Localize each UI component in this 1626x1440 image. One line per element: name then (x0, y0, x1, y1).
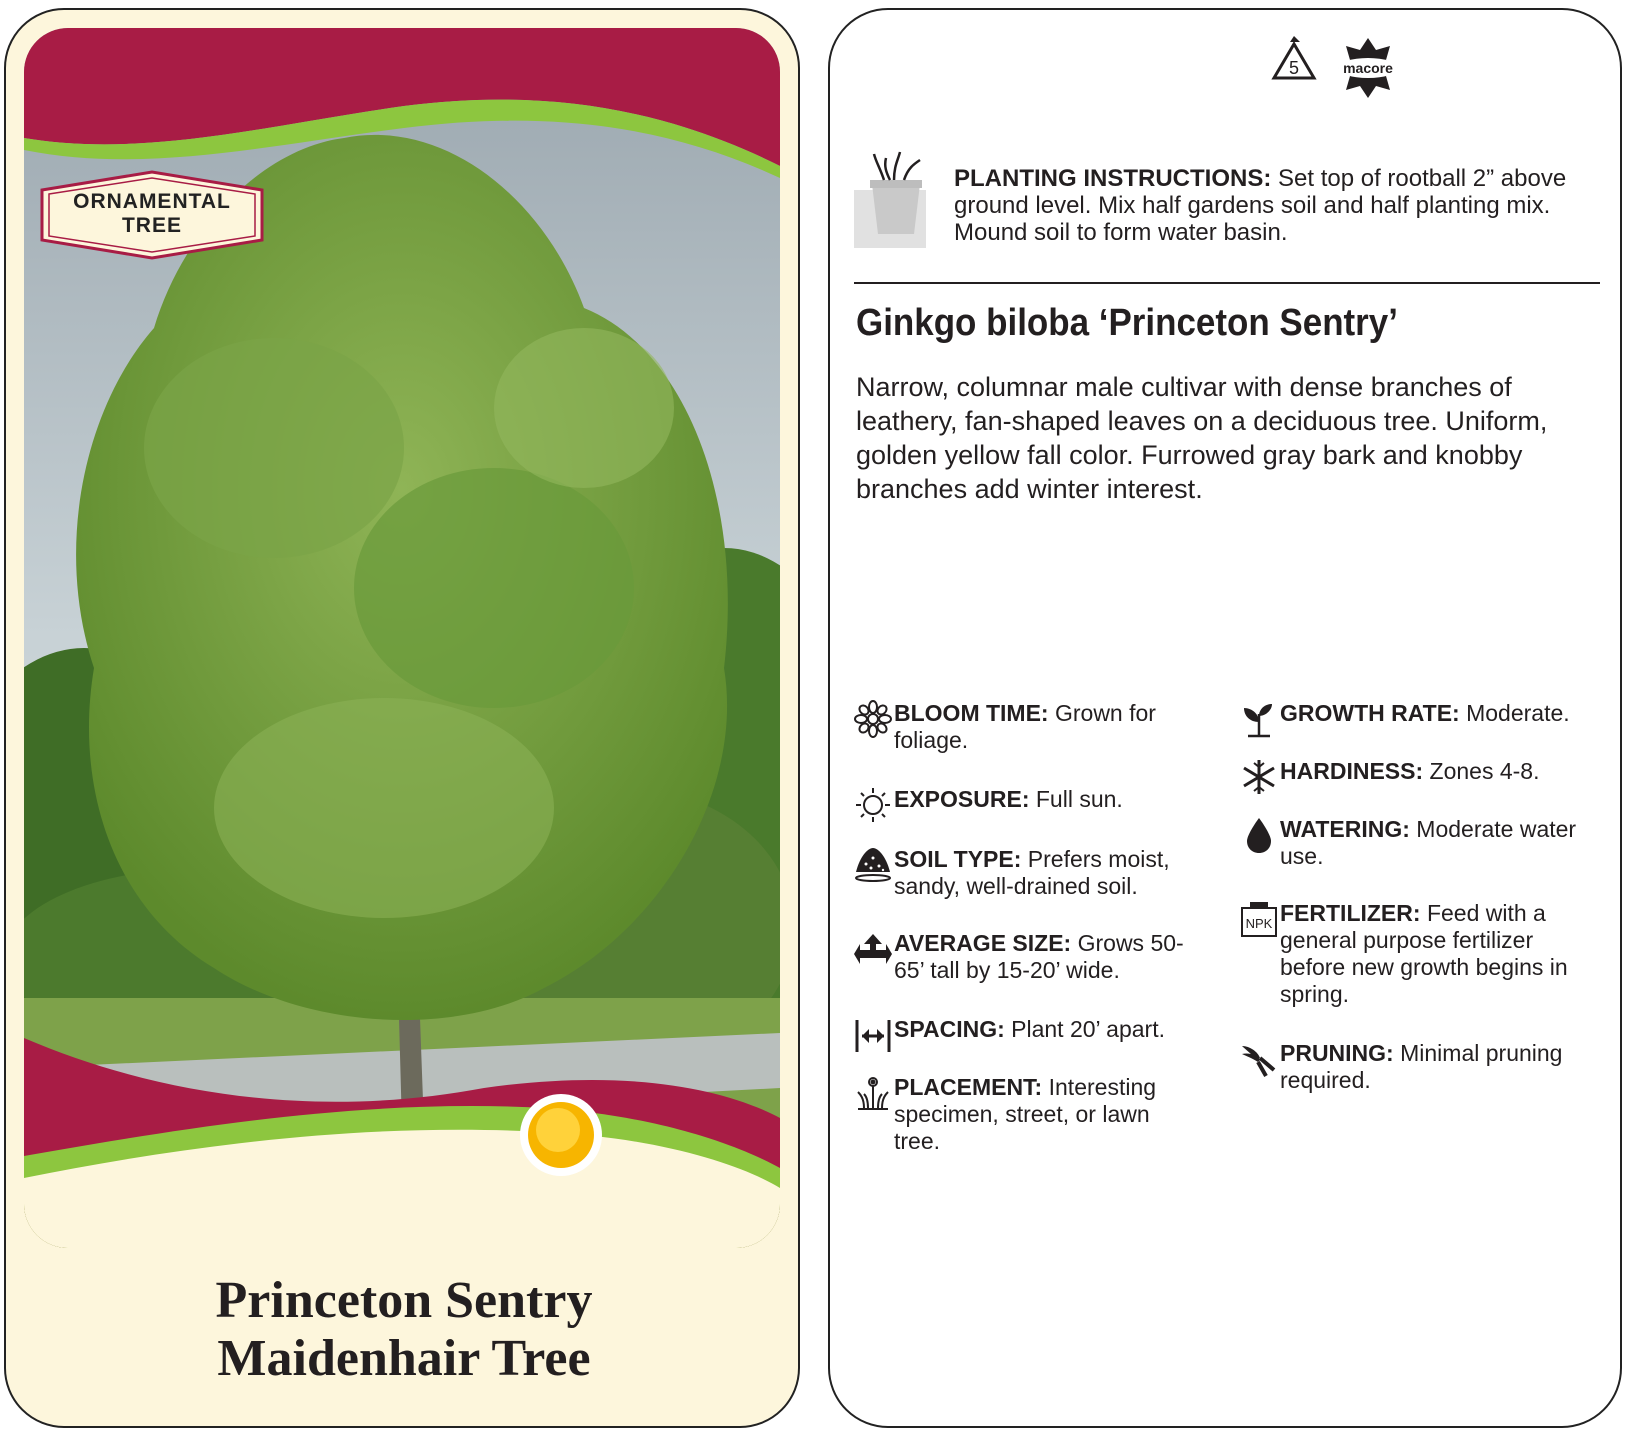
attr-label: EXPOSURE: (894, 786, 1030, 812)
water-drop-icon (1240, 816, 1278, 854)
planting-text: Set top of rootball 2” above ground level. Mix half gardens soil and half planting mix. Mound soil to form water basin. (954, 165, 1567, 246)
badge-line-1: ORNAMENTAL (73, 190, 231, 213)
attr-value: Minimal pruning required. (1280, 1040, 1563, 1093)
planting-pot-icon (854, 150, 926, 250)
common-name-line-2: Maidenhair Tree (217, 1330, 591, 1387)
planting-instructions (954, 165, 1594, 246)
recycle-number: 5 (1288, 58, 1300, 78)
attr-value: Prefers moist, sandy, well-drained soil. (894, 846, 1170, 899)
npk-icon (1240, 900, 1278, 938)
common-name (6, 1272, 800, 1388)
attr-label: GROWTH RATE: (1280, 700, 1460, 726)
attr-value: Grows 50-65’ tall by 15-20’ wide. (894, 930, 1184, 983)
sprout-icon (1240, 700, 1278, 738)
sun-icon (854, 786, 892, 824)
macore-logo-icon (1338, 38, 1398, 98)
flower-icon (854, 700, 892, 738)
plant-description: Narrow, columnar male cultivar with dense branches of leathery, fan-shaped leaves on a deciduous tree. Uniform, golden yellow fall color. Furrowed gray bark and knobby branches add winter interest. (856, 372, 1548, 504)
macore-brand: macore (1343, 60, 1393, 76)
attr-value: Moderate water use. (1280, 816, 1577, 869)
attr-value: Interesting specimen, street, or lawn tree. (894, 1074, 1157, 1154)
full-sun-icon (518, 1092, 604, 1178)
planting-label: PLANTING INSTRUCTIONS: (954, 165, 1272, 192)
front-card (4, 8, 800, 1428)
soil-icon (854, 846, 892, 884)
attr-value: Plant 20’ apart. (1011, 1016, 1165, 1042)
size-icon (854, 930, 892, 968)
attr-value: Moderate. (1466, 700, 1570, 726)
snowflake-icon (1240, 758, 1278, 796)
attr-label: WATERING: (1280, 816, 1410, 842)
placement-icon (854, 1074, 892, 1112)
spacing-icon (854, 1016, 892, 1054)
pruners-icon (1240, 1040, 1278, 1078)
attr-value: Zones 4-8. (1429, 758, 1540, 784)
attr-value: Full sun. (1035, 786, 1123, 812)
attr-value: Grown for foliage. (894, 700, 1156, 753)
attr-label: AVERAGE SIZE: (894, 930, 1072, 956)
back-card (828, 8, 1622, 1428)
recycle-icon (1274, 36, 1314, 78)
category-badge (40, 190, 264, 238)
attr-label: SPACING: (894, 1016, 1005, 1042)
attr-value: Feed with a general purpose fertilizer before new growth begins in spring. (1280, 900, 1568, 1007)
divider (854, 282, 1600, 284)
attr-label: BLOOM TIME: (894, 700, 1049, 726)
npk-icon-text: NPK (1245, 916, 1273, 931)
badge-line-2: TREE (121, 214, 182, 237)
attr-label: PLACEMENT: (894, 1074, 1043, 1100)
attr-label: PRUNING: (1280, 1040, 1394, 1066)
attr-label: HARDINESS: (1280, 758, 1424, 784)
attr-label: FERTILIZER: (1280, 900, 1421, 926)
common-name-line-1: Princeton Sentry (215, 1272, 593, 1329)
recycling-logos (1270, 34, 1410, 100)
attr-label: SOIL TYPE: (894, 846, 1022, 872)
botanical-name: Ginkgo biloba ‘Princeton Sentry’ (856, 302, 1398, 344)
